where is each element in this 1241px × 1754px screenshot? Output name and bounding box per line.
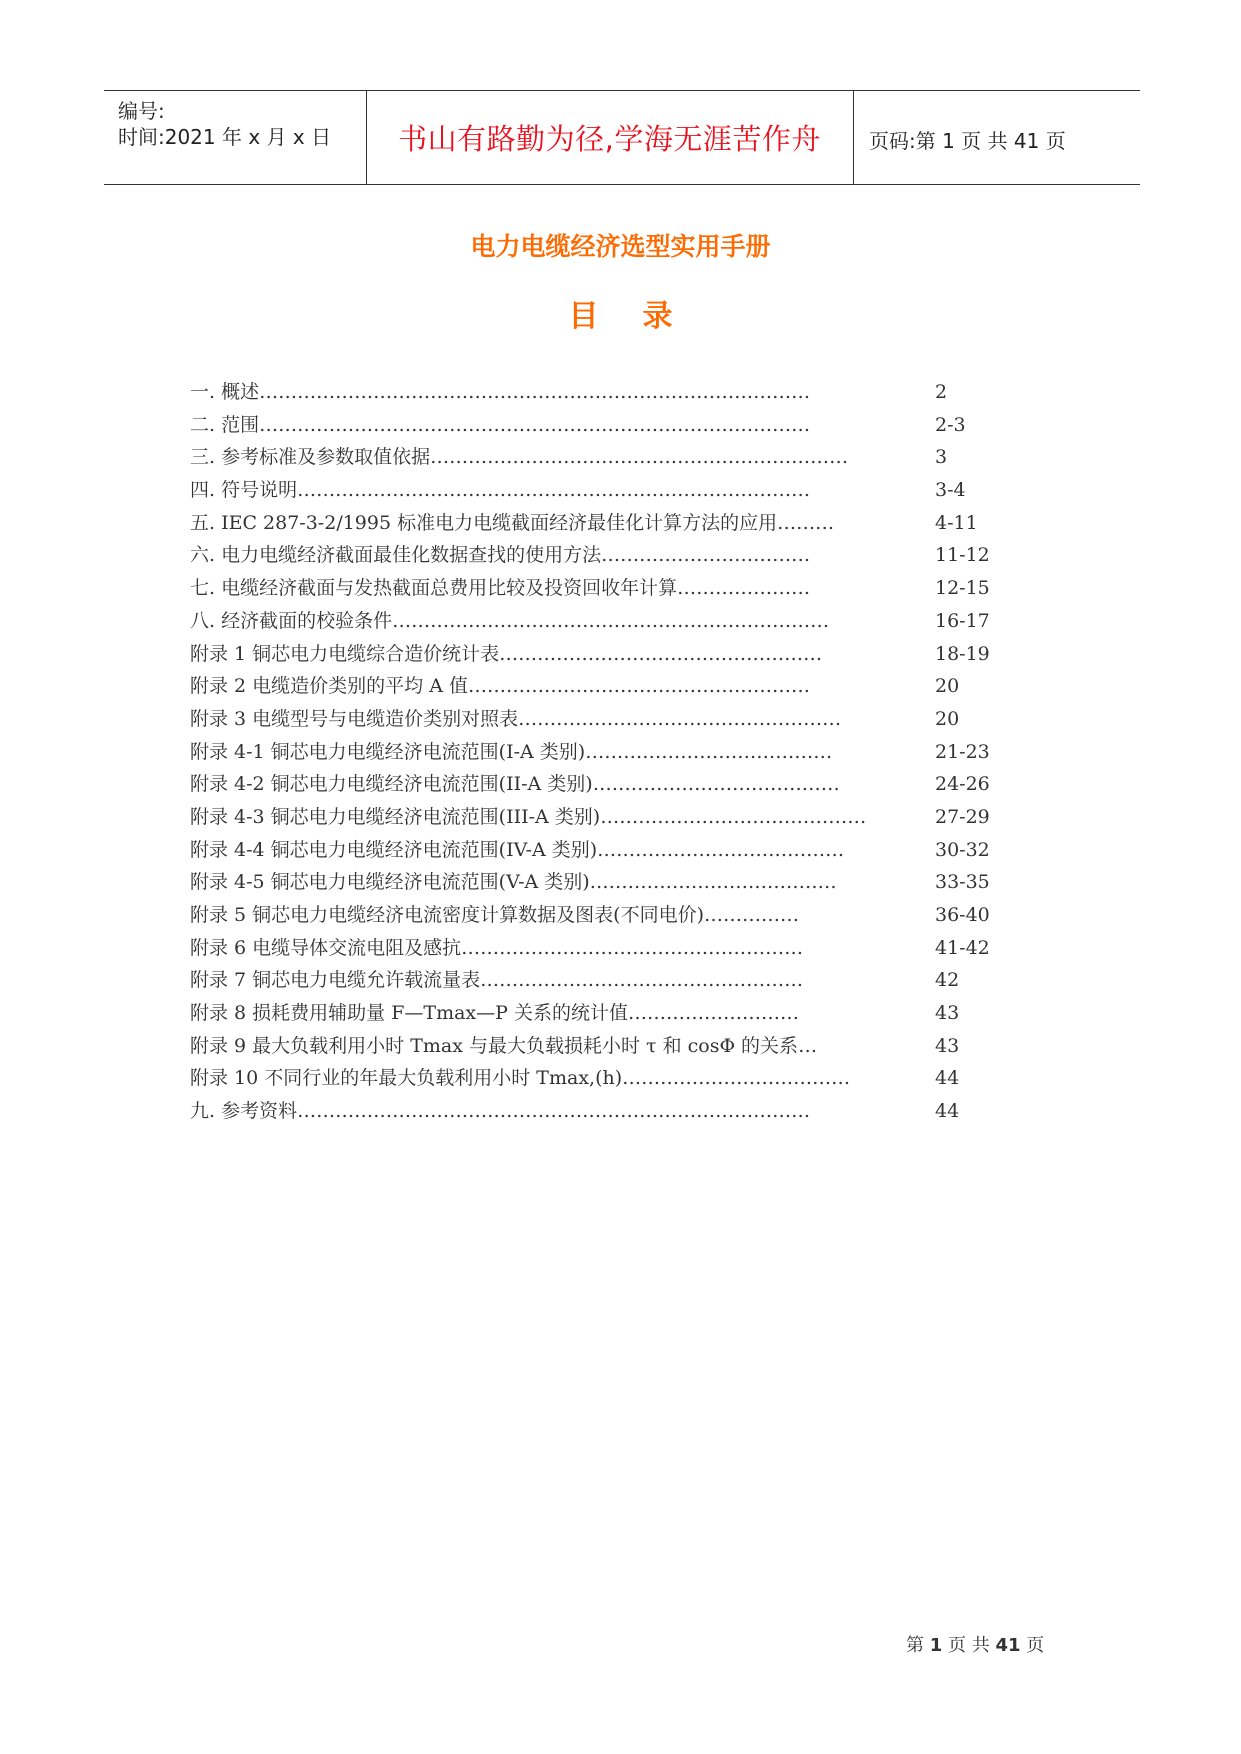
document-title: 电力电缆经济选型实用手册 — [470, 232, 771, 261]
toc-entry-page: 41-42 — [935, 936, 990, 959]
toc-entry-page: 43 — [935, 1002, 960, 1025]
toc-entry-leader: …………… — [704, 904, 799, 926]
toc-entry-page: 42 — [935, 969, 960, 992]
footer-suffix: 页 — [1026, 1635, 1045, 1656]
toc-entry[interactable] — [190, 899, 1010, 932]
toc-entry-label: 五. IEC 287-3-2/1995 标准电力电缆截面经济最佳化计算方法的应用 — [190, 511, 778, 534]
toc-entry-page: 24-26 — [935, 773, 990, 796]
toc-entry-page: 44 — [935, 1100, 960, 1123]
toc-entry[interactable] — [190, 1030, 1010, 1063]
toc-entry-leader: ……………………… — [627, 1002, 799, 1025]
toc-entry[interactable] — [190, 736, 1010, 769]
toc-entry-page: 3-4 — [935, 479, 966, 502]
toc-entry[interactable] — [190, 997, 1010, 1030]
toc-entry-leader: …………………………………………… — [518, 707, 842, 730]
toc-entry-label: 附录 4-1 铜芯电力电缆经济电流范围(I-A 类别) — [190, 740, 586, 763]
toc-entry[interactable] — [190, 638, 1010, 671]
toc-entry-label: 附录 6 电缆导体交流电阻及感抗 — [190, 936, 462, 959]
toc-entry[interactable] — [190, 866, 1010, 899]
toc-entry-label: 一. 概述 — [190, 381, 260, 403]
toc-entry-leader: …………………………………………………………… — [392, 609, 830, 632]
toc-entry[interactable] — [190, 441, 1010, 474]
toc-entry[interactable] — [190, 539, 1010, 572]
toc-entry-label: 附录 2 电缆造价类别的平均 A 值 — [190, 675, 468, 698]
toc-entry-label: 九. 参考资料 — [190, 1100, 298, 1123]
toc-entry-leader: ………………………………… — [585, 740, 833, 763]
toc-entry-page: 3 — [935, 446, 948, 469]
toc-entry[interactable] — [190, 801, 1010, 834]
toc-entry-label: 附录 10 不同行业的年最大负载利用小时 Tmax,(h) — [190, 1067, 623, 1090]
toc-entry-leader: …………………………………… — [600, 805, 867, 828]
toc-entry[interactable] — [190, 670, 1010, 703]
toc-entry[interactable] — [190, 1095, 1010, 1128]
toc-entry-label: 三. 参考标准及参数取值依据 — [190, 446, 431, 469]
header-page-cell — [855, 91, 1140, 184]
toc-entry[interactable] — [190, 1062, 1010, 1095]
toc-entry-leader: … — [798, 1034, 818, 1057]
toc-entry-leader: …………………………………………… — [480, 969, 804, 992]
footer-mid: 页 共 — [948, 1635, 990, 1656]
toc-entry-page: 44 — [935, 1067, 960, 1090]
toc-entry-label: 附录 3 电缆型号与电缆造价类别对照表 — [190, 707, 519, 730]
toc-entry-label: 六. 电力电缆经济截面最佳化数据查找的使用方法 — [190, 544, 602, 567]
toc-entry[interactable] — [190, 703, 1010, 736]
toc-entry[interactable] — [190, 768, 1010, 801]
toc-entry-leader: ……………………………… — [622, 1067, 851, 1090]
motto: 书山有路勤为径,学海无涯苦作舟 — [398, 122, 821, 156]
toc-entry-page: 2-3 — [935, 413, 966, 436]
toc-entry-page: 36-40 — [935, 904, 990, 926]
toc-entry-leader: ……………………………………………………………………… — [297, 479, 811, 502]
toc-entry-page: 12-15 — [935, 577, 990, 600]
header-meta-cell — [104, 91, 367, 184]
toc-entry-label: 附录 7 铜芯电力电缆允许载流量表 — [190, 969, 481, 992]
page-code: 页码:第 1 页 共 41 页 — [869, 129, 1066, 153]
footer-page-number: 1 — [929, 1635, 943, 1656]
toc-entry-leader: ………………… — [677, 577, 811, 600]
header-motto-cell — [366, 91, 854, 184]
toc-entry-page: 18-19 — [935, 642, 990, 665]
toc-entry-label: 七. 电缆经济截面与发热截面总费用比较及投资回收年计算 — [190, 577, 678, 600]
toc-entry-page: 43 — [935, 1034, 960, 1057]
toc-entry-leader: …………………………………………………………………………… — [259, 413, 811, 436]
toc-entry-leader: …………………………………………………………………………… — [259, 381, 811, 403]
toc-entry-page: 2 — [935, 381, 948, 403]
toc-entry-leader: …………………………… — [601, 544, 811, 567]
toc-entry-leader: ……… — [777, 511, 835, 534]
toc-entry[interactable] — [190, 409, 1010, 442]
toc-entry-leader: …………………………………………… — [499, 642, 823, 665]
toc-entry[interactable] — [190, 964, 1010, 997]
time-label: 时间:2021 年 x 月 x 日 — [118, 125, 332, 149]
toc-entry[interactable] — [190, 474, 1010, 507]
toc-entry-page: 16-17 — [935, 609, 990, 632]
toc-entry-page: 33-35 — [935, 871, 990, 894]
toc-entry-label: 附录 4-2 铜芯电力电缆经济电流范围(II-A 类别) — [190, 773, 593, 796]
document-header — [104, 90, 1140, 185]
toc-entry[interactable] — [190, 507, 1010, 540]
toc-entry[interactable] — [190, 932, 1010, 965]
toc-entry-label: 二. 范围 — [190, 413, 260, 436]
toc-entry-page: 30-32 — [935, 838, 990, 861]
toc-entry-label: 四. 符号说明 — [190, 479, 298, 502]
toc-entry-label: 附录 8 损耗费用辅助量 F—Tmax—P 关系的统计值 — [190, 1002, 628, 1025]
toc-entry-label: 附录 9 最大负载利用小时 Tmax 与最大负载损耗小时 τ 和 cosΦ 的关系 — [190, 1034, 799, 1057]
number-label: 编号: — [118, 99, 165, 123]
toc-entry-page: 20 — [935, 675, 960, 698]
toc-entry-label: 附录 5 铜芯电力电缆经济电流密度计算数据及图表(不同电价) — [190, 904, 704, 926]
toc-entry-page: 4-11 — [935, 511, 978, 534]
toc-entry-leader: ………………………………………………………… — [430, 446, 849, 469]
toc-entry-leader: ………………………………… — [597, 838, 845, 861]
toc-title: 目录 — [568, 299, 717, 334]
page-footer — [906, 1631, 1044, 1657]
toc-entry-label: 附录 1 铜芯电力电缆综合造价统计表 — [190, 642, 500, 665]
toc-entry-label: 附录 4-4 铜芯电力电缆经济电流范围(IV-A 类别) — [190, 838, 598, 861]
toc-entry-leader: ………………………………… — [589, 871, 837, 894]
toc-entry-label: 八. 经济截面的校验条件 — [190, 609, 393, 632]
toc-entry-leader: ……………………………………………………………………… — [297, 1100, 811, 1123]
toc-entry-label: 附录 4-5 铜芯电力电缆经济电流范围(V-A 类别) — [190, 871, 590, 894]
table-of-contents — [190, 376, 1010, 1128]
toc-entry[interactable] — [190, 376, 1010, 409]
toc-entry[interactable] — [190, 605, 1010, 638]
toc-entry-leader: ……………………………………………… — [461, 936, 804, 959]
toc-entry[interactable] — [190, 572, 1010, 605]
toc-entry-page: 21-23 — [935, 740, 990, 763]
footer-prefix: 第 — [906, 1635, 924, 1656]
toc-entry-label: 附录 4-3 铜芯电力电缆经济电流范围(III-A 类别) — [190, 805, 601, 828]
toc-entry-leader: ………………………………… — [592, 773, 840, 796]
footer-total-pages: 41 — [995, 1635, 1021, 1656]
toc-entry-page: 27-29 — [935, 805, 990, 828]
toc-entry[interactable] — [190, 834, 1010, 867]
toc-entry-leader: ……………………………………………… — [467, 675, 810, 698]
toc-entry-page: 11-12 — [935, 544, 990, 567]
toc-entry-page: 20 — [935, 707, 960, 730]
